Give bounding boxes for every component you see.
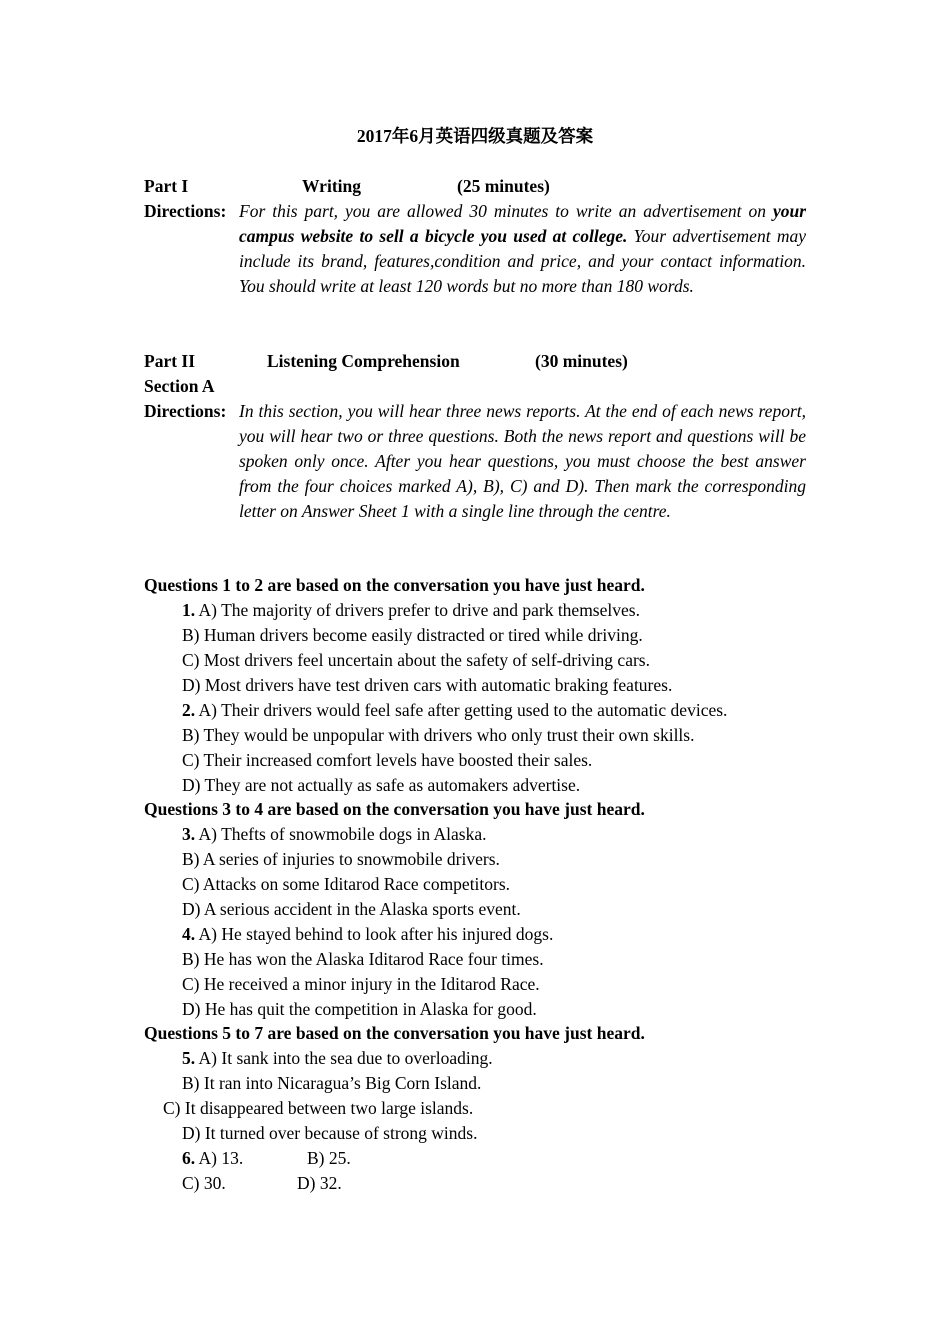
question-option: C) Most drivers feel uncertain about the safety of self-driving cars. — [182, 650, 650, 670]
question-option: 5. A) It sank into the sea due to overloading. — [182, 1048, 493, 1068]
question-number: 3. — [182, 824, 196, 844]
question-option: D) They are not actually as safe as automakers advertise. — [182, 775, 581, 795]
question-number: 6. — [182, 1148, 196, 1168]
part1-name: Writing — [302, 176, 361, 196]
part1-directions-label: Directions: — [144, 201, 227, 221]
question-number: 4. — [182, 924, 196, 944]
question-number: 5. — [182, 1048, 196, 1068]
question-option: B) He has won the Alaska Iditarod Race four times. — [182, 949, 544, 969]
part2-label: Part II — [144, 351, 196, 371]
question-option: B) A series of injuries to snowmobile drivers. — [182, 849, 500, 869]
page-title: 2017年6月英语四级真题及答案 — [356, 126, 594, 146]
question-option: D) A serious accident in the Alaska sports event. — [182, 899, 521, 919]
question-option: 3. A) Thefts of snowmobile dogs in Alaska. — [182, 824, 487, 844]
question-option: C) Attacks on some Iditarod Race competitors. — [182, 874, 511, 894]
question-option: C) 30. — [182, 1173, 226, 1193]
question-option: C) It disappeared between two large islands. — [163, 1098, 474, 1118]
section-label: Section A — [144, 376, 215, 396]
question-group-heading: Questions 3 to 4 are based on the conversation you have just heard. — [144, 799, 645, 819]
part1-time: (25 minutes) — [457, 176, 550, 196]
question-option: 6. A) 13. — [182, 1148, 244, 1168]
part2-name: Listening Comprehension — [267, 351, 460, 371]
question-option: 2. A) Their drivers would feel safe after getting used to the automatic devices. — [182, 700, 728, 720]
part1-directions — [239, 199, 806, 299]
question-option: B) They would be unpopular with drivers who only trust their own skills. — [182, 725, 695, 745]
question-group-heading: Questions 1 to 2 are based on the conversation you have just heard. — [144, 575, 645, 595]
part2-time: (30 minutes) — [535, 351, 628, 371]
question-option: D) 32. — [297, 1173, 342, 1193]
part1-directions-pre: For this part, you are allowed 30 minutes to write an advertisement on — [239, 201, 766, 221]
part2-directions-label: Directions: — [144, 401, 227, 421]
question-option: C) Their increased comfort levels have boosted their sales. — [182, 750, 593, 770]
question-option: 1. A) The majority of drivers prefer to drive and park themselves. — [182, 600, 640, 620]
question-number: 2. — [182, 700, 196, 720]
question-option: 4. A) He stayed behind to look after his injured dogs. — [182, 924, 554, 944]
part1-directions-bold: your campus website to sell a bicycle you used at college. — [239, 201, 806, 246]
part2-directions: In this section, you will hear three news reports. At the end of each news report, you will hear two or three questions. Both the news report and questions will be spoken only once. After you hear questions, you must choose the best answer from the four choices marked A), B), C) and D). Then mark the corresponding letter on Answer Sheet 1 with a single line through the centre. — [239, 401, 806, 521]
question-option: D) He has quit the competition in Alaska for good. — [182, 999, 537, 1019]
question-option: B) It ran into Nicaragua’s Big Corn Island. — [182, 1073, 482, 1093]
part1-label: Part I — [144, 176, 189, 196]
question-option: D) It turned over because of strong winds. — [182, 1123, 478, 1143]
part1-directions-post: Your advertisement may include its brand, features,condition and price, and your contact information. You should write at least 120 words but no more than 180 words. — [239, 226, 806, 296]
question-option: C) He received a minor injury in the Iditarod Race. — [182, 974, 540, 994]
question-option: B) 25. — [307, 1148, 351, 1168]
question-number: 1. — [182, 600, 196, 620]
question-option: D) Most drivers have test driven cars with automatic braking features. — [182, 675, 673, 695]
question-option: B) Human drivers become easily distracted or tired while driving. — [182, 625, 643, 645]
question-group-heading: Questions 5 to 7 are based on the conversation you have just heard. — [144, 1023, 645, 1043]
